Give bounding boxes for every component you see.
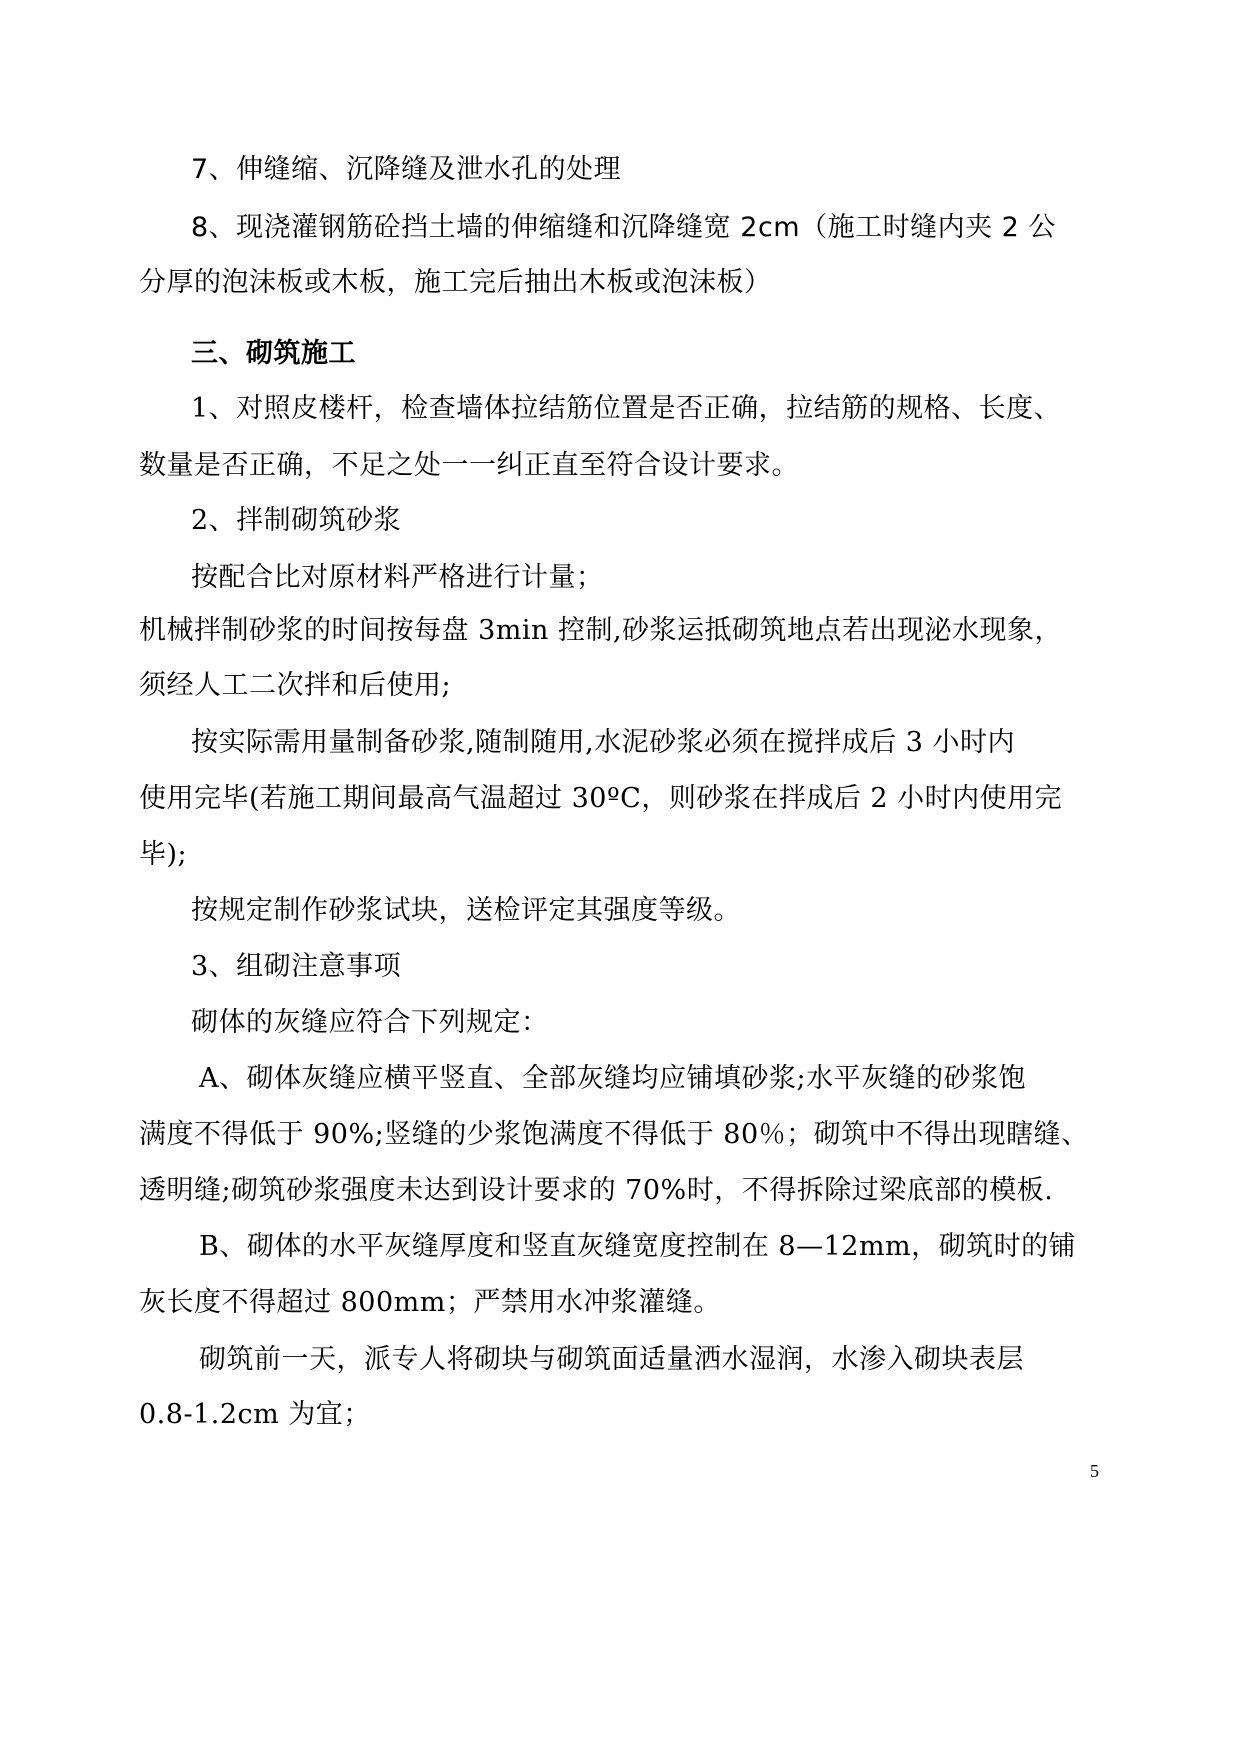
para-2-line-1: 按配合比对原材料严格进行计量； [191, 562, 604, 593]
para-3-line-1: 按实际需用量制备砂浆,随制随用,水泥砂浆必须在搅拌成后 3 小时内 [191, 727, 1016, 758]
rule-a-line-3: 透明缝;砌筑砂浆强度未达到设计要求的 70%时，不得拆除过梁底部的模板. [139, 1175, 1054, 1206]
para-1-line-1: 1、对照皮楼杆，检查墙体拉结筋位置是否正确，拉结筋的规格、长度、 [191, 393, 1062, 424]
para-2-line-3: 须经人工二次拌和后使用; [139, 670, 452, 701]
para-6-line-1: 砌筑前一天，派专人将砌块与砌筑面适量洒水湿润，水渗入砌块表层 [199, 1344, 1024, 1375]
para-3-line-3: 毕); [139, 839, 188, 870]
item-8-line-1: 8、现浇灌钢筋砼挡土墙的伸缩缝和沉降缝宽 2cm（施工时缝内夹 2 公 [191, 212, 1056, 243]
rule-a-line-2: 满度不得低于 90%;竖缝的少浆饱满度不得低于 80％；砌筑中不得出现瞎缝、 [139, 1119, 1089, 1150]
para-5: 砌体的灰缝应符合下列规定： [191, 1007, 549, 1038]
para-2-line-2: 机械拌制砂浆的时间按每盘 3min 控制,砂浆运抵砌筑地点若出现泌水现象， [139, 615, 1063, 646]
item-7-heading: 7、伸缝缩、沉降缝及泄水孔的处理 [191, 154, 622, 185]
section-3-heading: 三、砌筑施工 [191, 338, 356, 369]
subheading-3: 3、组砌注意事项 [191, 951, 402, 982]
para-6-line-2: 0.8-1.2cm 为宜； [139, 1399, 371, 1430]
subheading-2: 2、拌制砌筑砂浆 [191, 505, 402, 536]
rule-a-line-1: A、砌体灰缝应横平竖直、全部灰缝均应铺填砂浆;水平灰缝的砂浆饱 [199, 1063, 1027, 1094]
item-8-line-2: 分厚的泡沫板或木板，施工完后抽出木板或泡沫板） [139, 267, 772, 298]
para-1-line-2: 数量是否正确，不足之处一一纠正直至符合设计要求。 [139, 450, 799, 481]
page-number: 5 [1090, 1461, 1099, 1481]
para-3-line-2: 使用完毕(若施工期间最高气温超过 30ºC，则砂浆在拌成后 2 小时内使用完 [139, 783, 1063, 814]
rule-b-line-2: 灰长度不得超过 800mm；严禁用水冲浆灌缝。 [139, 1287, 721, 1318]
para-4: 按规定制作砂浆试块，送检评定其强度等级。 [191, 895, 741, 926]
rule-b-line-1: B、砌体的水平灰缝厚度和竖直灰缝宽度控制在 8—12mm，砌筑时的铺 [199, 1231, 1077, 1262]
